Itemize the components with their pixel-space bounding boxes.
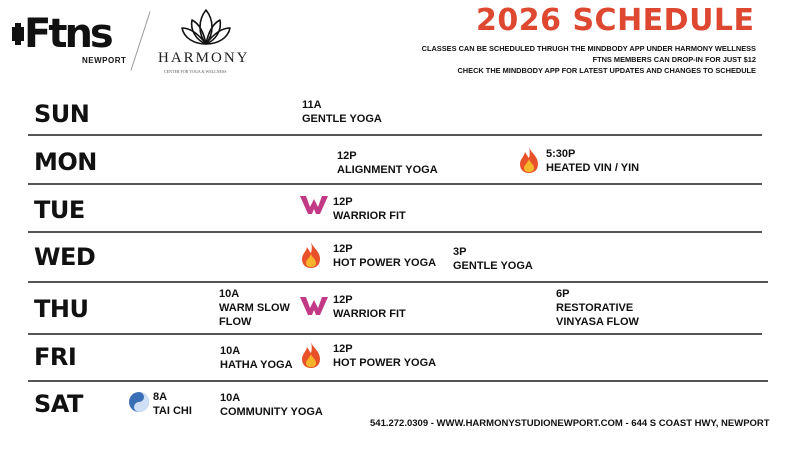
class-name: TAI CHI <box>153 405 192 417</box>
day-label-fri: FRI <box>34 343 77 371</box>
class-time: 10A <box>220 392 241 404</box>
class-time: 3P <box>453 246 467 258</box>
class-name: WARRIOR FIT <box>333 308 406 320</box>
class-time: 6P <box>556 288 570 300</box>
class-time: 10A <box>220 345 241 357</box>
class-slot <box>220 344 293 372</box>
class-name: HOT POWER YOGA <box>333 257 437 269</box>
flame-icon <box>300 341 322 369</box>
class-time: 12P <box>333 343 353 355</box>
harmony-logo <box>160 8 250 74</box>
class-slot <box>220 391 323 419</box>
ftns-logo <box>12 11 127 66</box>
flame-icon <box>518 146 540 174</box>
class-time: 12P <box>333 196 353 208</box>
class-name: RESTORATIVE <box>556 302 634 314</box>
class-slot <box>333 293 406 321</box>
class-slot <box>333 242 436 270</box>
warrior-fit-logo-icon <box>300 296 328 316</box>
ftns-wordmark: Ftns <box>24 11 111 57</box>
day-label-sun: SUN <box>34 100 90 128</box>
class-time: 12P <box>333 294 353 306</box>
schedule-title: 2026 SCHEDULE <box>476 3 755 38</box>
class-time: 8A <box>153 391 168 403</box>
class-slot <box>556 287 639 329</box>
class-name: VINYASA FLOW <box>556 316 639 328</box>
dumbbell-icon <box>12 23 24 45</box>
warrior-fit-logo-icon <box>300 195 328 215</box>
note-line: CHECK THE MINDBODY APP FOR LATEST UPDATES AND CHANGES TO SCHEDULE <box>457 66 756 75</box>
class-name: WARM SLOW <box>219 302 290 314</box>
class-time: 11A <box>302 99 322 111</box>
class-slot <box>153 390 192 418</box>
class-slot <box>302 98 382 126</box>
day-label-mon: MON <box>34 148 97 176</box>
harmony-tagline: CENTER FOR YOGA & WELLNESS <box>164 69 227 74</box>
logo-divider <box>130 11 150 70</box>
note-line: FTNS MEMBERS CAN DROP-IN FOR JUST $12 <box>592 55 756 64</box>
class-time: 12P <box>333 243 353 255</box>
row-divider <box>28 281 768 283</box>
harmony-wordmark: HARMONY <box>158 50 250 66</box>
class-name: HATHA YOGA <box>220 359 293 371</box>
class-slot <box>453 245 533 273</box>
class-slot <box>219 287 290 329</box>
class-name: ALIGNMENT YOGA <box>337 164 438 176</box>
day-label-tue: TUE <box>34 196 85 224</box>
class-slot <box>337 149 438 177</box>
day-label-sat: SAT <box>34 390 83 418</box>
class-name: FLOW <box>219 316 252 328</box>
class-name: GENTLE YOGA <box>453 260 533 272</box>
row-divider <box>28 231 762 233</box>
class-slot <box>333 195 406 223</box>
row-divider <box>28 333 762 335</box>
row-divider <box>28 183 762 185</box>
class-time: 10A <box>219 288 240 300</box>
note-line: CLASSES CAN BE SCHEDULED THRUGH THE MINDBODY APP UNDER HARMONY WELLNESS <box>421 44 756 53</box>
class-name: GENTLE YOGA <box>302 113 382 125</box>
lotus-icon <box>180 8 232 48</box>
day-label-wed: WED <box>34 243 96 271</box>
class-time: 12P <box>337 150 357 162</box>
flame-icon <box>300 241 322 269</box>
class-name: HEATED VIN / YIN <box>546 162 640 174</box>
class-name: WARRIOR FIT <box>333 210 406 222</box>
contact-footer: 541.272.0309 - WWW.HARMONYSTUDIONEWPORT.COM - 644 S COAST HWY, NEWPORT <box>370 418 770 429</box>
class-name: COMMUNITY YOGA <box>220 406 323 418</box>
ftns-location: NEWPORT <box>82 56 127 65</box>
day-label-thu: THU <box>34 295 89 323</box>
row-divider <box>28 380 768 382</box>
row-divider <box>28 134 762 136</box>
class-slot <box>546 147 639 175</box>
schedule-notes <box>422 43 756 76</box>
class-time: 5:30P <box>546 148 576 160</box>
tai-chi-logo-icon <box>128 391 150 413</box>
class-name: HOT POWER YOGA <box>333 357 437 369</box>
class-slot <box>333 342 436 370</box>
